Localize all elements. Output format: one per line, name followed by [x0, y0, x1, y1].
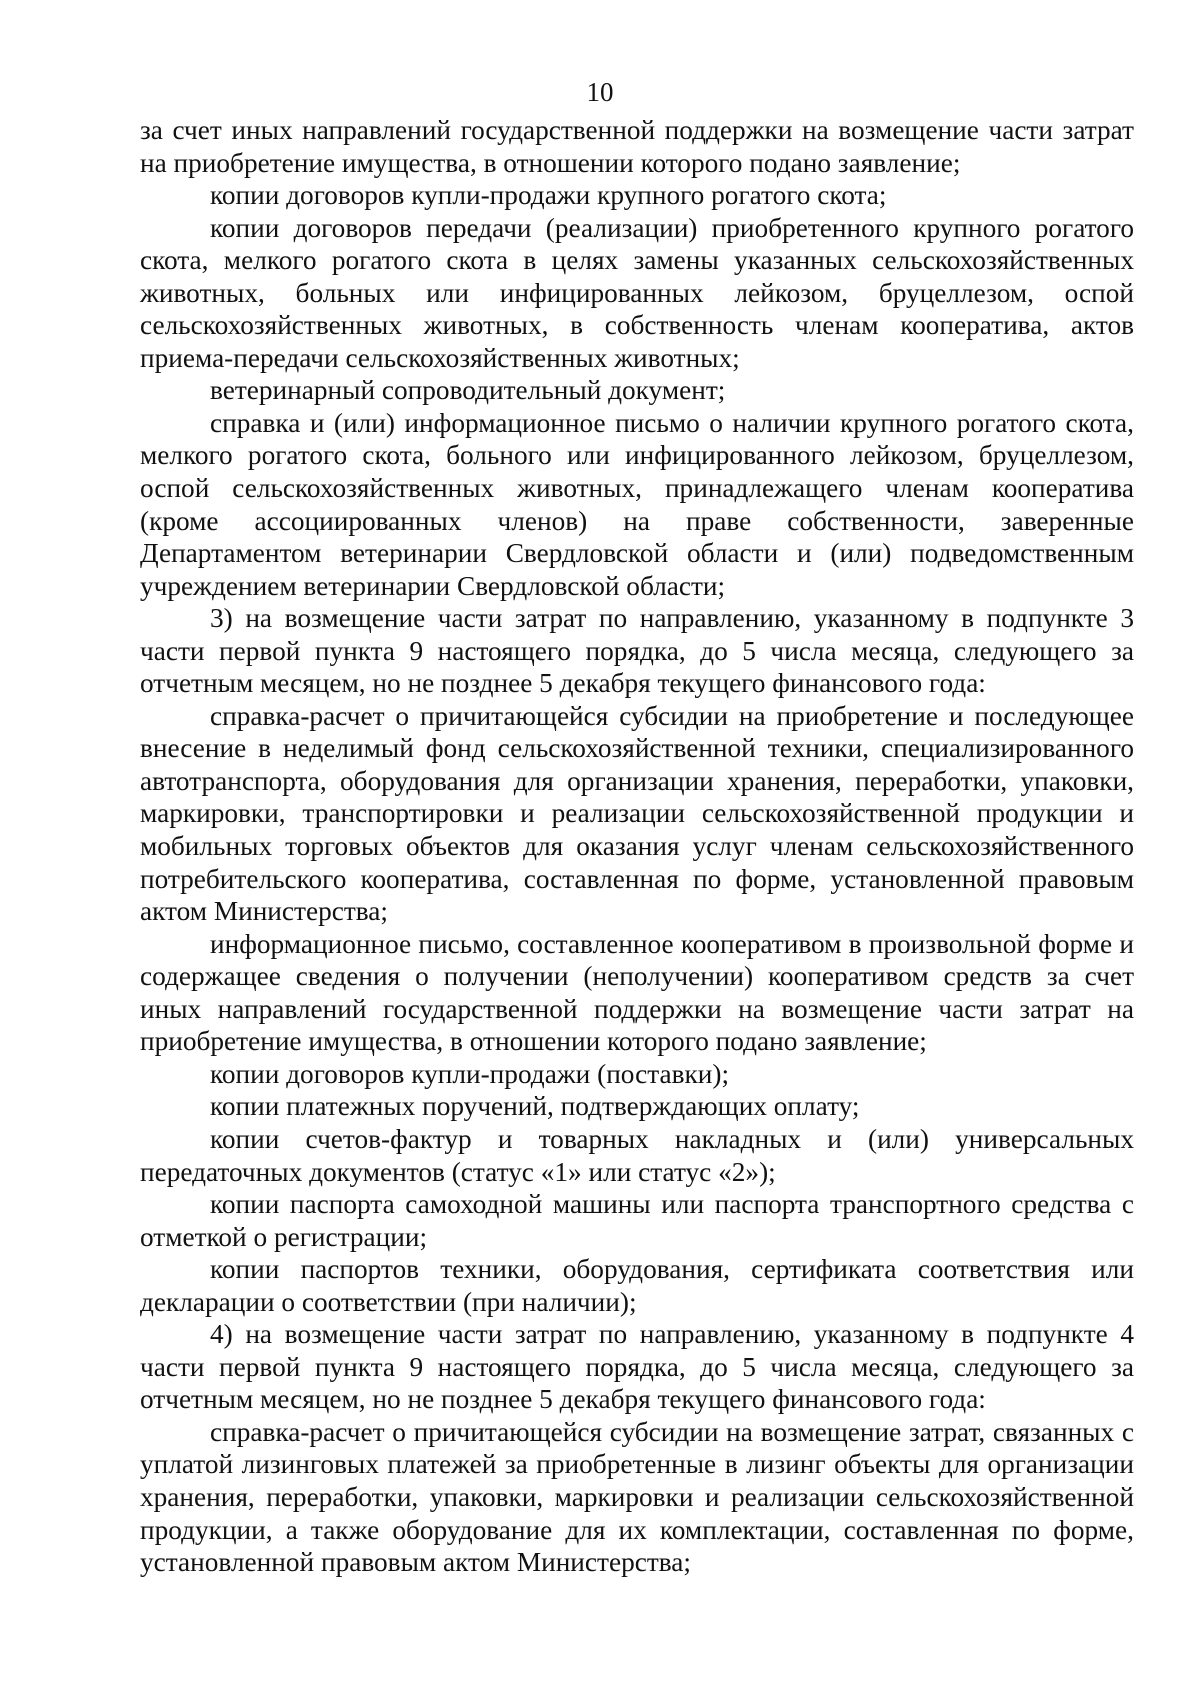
paragraph: копии счетов-фактур и товарных накладных и (или) универсальных передаточных документов (статус «1» или статус «2»);	[140, 1123, 1134, 1187]
paragraph: копии паспортов техники, оборудования, сертификата соответствия или декларации о соответствии (при наличии);	[140, 1254, 1134, 1317]
numbered-item-4: 4) на возмещение части затрат по направлению, указанному в подпункте 4 части первой пункта 9 настоящего порядка, до 5 числа месяца, следующего за отчетным месяцем, но не позднее 5 декабря текущего финансового года:	[140, 1319, 1134, 1415]
page-number: 10	[586, 77, 614, 107]
paragraph: за счет иных направлений государственной поддержки на возмещение части затрат на приобретение имущества, в отношении которого подано заявление;	[140, 115, 1134, 178]
paragraph: копии платежных поручений, подтверждающих оплату;	[210, 1091, 860, 1122]
numbered-item-3: 3) на возмещение части затрат по направлению, указанному в подпункте 3 части первой пункта 9 настоящего порядка, до 5 числа месяца, следующего за отчетным месяцем, но не позднее 5 декабря текущего финансового года:	[140, 603, 1134, 699]
paragraph: копии паспорта самоходной машины или паспорта транспортного средства с отметкой о регистрации;	[140, 1189, 1134, 1252]
paragraph: справка-расчет о причитающейся субсидии на возмещение затрат, связанных с уплатой лизинговых платежей за приобретенные в лизинг объекты для организации хранения, переработки, упаковки, маркировки и реализации сельскохозяйственной продукции, а также оборудование для их комплектации, составленная по форме, установленной правовым актом Министерства;	[140, 1416, 1134, 1578]
paragraph: информационное письмо, составленное кооперативом в произвольной форме и содержащее сведения о получении (неполучении) кооперативом средств за счет иных направлений государственной поддержки на возмещение части затрат на приобретение имущества, в отношении которого подано заявление;	[140, 928, 1134, 1057]
paragraph: ветеринарный сопроводительный документ;	[210, 375, 726, 406]
paragraph: справка-расчет о причитающейся субсидии на приобретение и последующее внесение в неделимый фонд сельскохозяйственной техники, специализированного автотранспорта, оборудования для организации хранения, переработки, упаковки, маркировки, транспортировки и реализации сельскохозяйственной продукции и мобильных торговых объектов для оказания услуг членам сельскохозяйственного потребительского кооператива, составленная по форме, установленной правовым актом Министерства;	[140, 700, 1134, 927]
paragraph: копии договоров купли-продажи (поставки);	[210, 1058, 730, 1089]
paragraph: справка и (или) информационное письмо о наличии крупного рогатого скота, мелкого рогатого скота, больного или инфицированного лейкозом, бруцеллезом, оспой сельскохозяйственных животных, принадлежащего членам кооператива (кроме ассоциированных членов) на праве собственности, заверенные Департаментом ветеринарии Свердловской области и (или) подведомственным учреждением ветеринарии Свердловской области;	[140, 407, 1134, 601]
paragraph: копии договоров купли-продажи крупного рогатого скота;	[210, 180, 887, 211]
paragraph: копии договоров передачи (реализации) приобретенного крупного рогатого скота, мелкого рогатого скота в целях замены указанных сельскохозяйственных животных, больных или инфицированных лейкозом, бруцеллезом, оспой сельскохозяйственных животных, в собственность членам кооператива, актов приема-передачи сельскохозяйственных животных;	[140, 212, 1134, 373]
document-body	[140, 114, 1134, 1579]
